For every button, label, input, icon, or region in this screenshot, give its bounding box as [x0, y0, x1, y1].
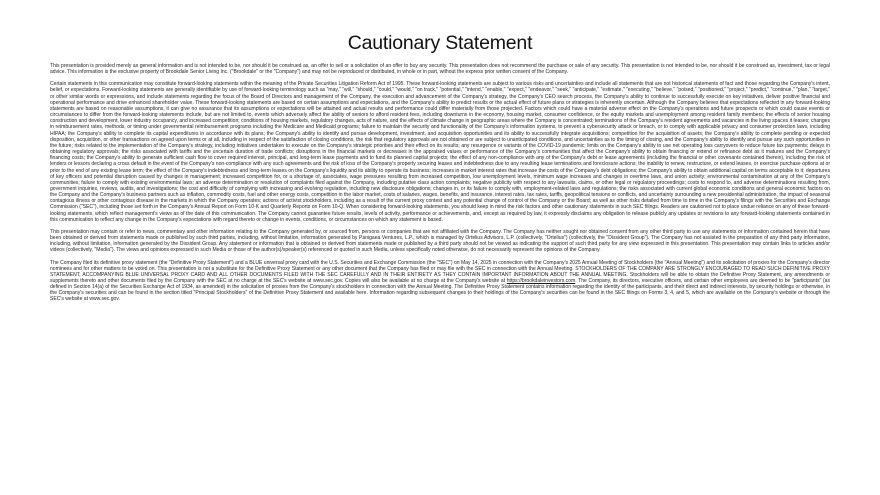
investor-website-link[interactable]: https://brookdaleinvestors.com: [506, 278, 576, 284]
paragraph-third-party: This presentation may contain or refer to news, commentary and other information relating to the Company generated by, or sourced from, persons or companies that are not affiliated with the Company. The Company has neither sought nor obtained consent from any other third party to use any statements or information contained herein that have been obtained or derived from statements made or published by such third parties, including, without limitation, information generated by Panigaea Ventures, L.P., which is managed by Ortelius Advisors, L.P. (collectively, "Ortelius") (collectively, the "Dissident Group"). The Company has not assisted in the preparation of any third party information, including, without limitation, information generated by the Dissident Group. Any statement or information that is obtained or derived from statements made or published by a third party should not be viewed as indicating the support of such third party for any view expressed in this presentation. This presentation may contain links to articles and/or videos (collectively, "Media"). The views and opinions expressed in such Media or those of the author(s)/speaker(s) referenced or quoted in such Media, unless specifically noted otherwise, do not necessarily represent the opinions of the Company.: [50, 228, 830, 254]
paragraph-proxy-statement: [50, 260, 830, 303]
proxy-text-before-link: The Company filed its definitive proxy statement (the "Definitive Proxy Statement") and a BLUE universal proxy card with the U.S. Securities and Exchange Commission (the "SEC") on May 14, 2025 in connection with the Company's 2025 Annual Meeting of Stockholders (the "Annual Meeting") and its solicitation of proxies for the Company's director nominees and for other matters to be voted on. This presentation is not a substitute for the Definitive Proxy Statement or any other document that the Company has filed or may file with the SEC in connection with the Annual Meeting. STOCKHOLDERS OF THE COMPANY ARE STRONGLY ENCOURAGED TO READ SUCH DEFINITIVE PROXY STATEMENT, ACCOMPANYING BLUE UNIVERSAL PROXY CARD AND ALL OTHER DOCUMENTS FILED WITH THE SEC CAREFULLY AND IN THEIR ENTIRETY AS THEY CONTAIN IMPORTANT INFORMATION ABOUT THE ANNUAL MEETING. Stockholders will be able to obtain the Definitive Proxy Statement, any amendments or supplements thereto and other documents filed by the Company with the SEC at no charge at the SEC's website at www.sec.gov. Copies will also be available at no charge at the Company's website at: [50, 259, 830, 284]
proxy-text-after-link: . The Company, its directors, executive officers, and certain other employees are deemed to be "participants" (as defined in Section 14(a) of the Securities Exchange Act of 1934, as amended) in the solicitation of proxies from the Company's stockholders in connection with the Annual Meeting. The Definitive Proxy Statement contains information regarding the identity of the participants, and their direct and indirect interests, by security holdings or otherwise, in the Company's securities and can be found in the section titled "Principal Stockholders" of the Definitive Proxy Statement and available here. Information regarding subsequent changes to their holdings of the Company's securities can be found in the SEC filings on Forms 3, 4, and 5, which are available on the Company's website or through the SEC's website at www.sec.gov.: [50, 278, 830, 303]
page-title: Cautionary Statement: [347, 32, 533, 54]
paragraph-forward-looking: Certain statements in this communication may constitute forward-looking statements within the meaning of the Private Securities Litigation Reform Act of 1995. These forward-looking statements are subject to various risks and uncertainties and include all statements that are not historical statements of fact and those regarding the Company's intent, belief, or expectations. Forward-looking statements are generally identifiable by use of forward-looking terminology such as "may," "will," "should," "could," "would," "on track," "potential," "intend," "enable," "expect," "endeavor," "seek," "anticipate," "estimate," "executing," "believe," "poised," "positioned," "project," "predict," "continue," "plan," "target," or other similar words or expressions, and include statements regarding the focus of the Board of Directors and management of the Company, the execution and advancement of the Company's strategy, the Company's CEO search process, the Company's ability to continue to successfully execute on key initiatives, deliver positive financial and operational performance and drive enhanced shareholder value. These forward-looking statements are based on certain assumptions and expectations, and the Company's ability to predict results or the actual effect of future plans or strategies is inherently uncertain. Although the Company believes that expectations reflected in any forward-looking statements are based on reasonable assumptions, it can give no assurance that its assumptions or expectations will be attained and actual results and performance could differ materially from those projected. Factors which could have a material adverse effect on the Company's operations and future prospects or which could cause events or circumstances to differ from the forward-looking statements include, but are not limited to, events which adversely affect the ability of seniors to afford resident fees, including downturns in the economy, housing market, consumer confidence, or the equity markets and unemployment among resident family members; the effects of senior housing construction and development, lower industry occupancy, and increased competition; conditions of housing markets, regulatory changes, acts of nature, and the effects of climate change in geographic areas where the Company is concentrated; terminations of the Company's resident agreements and vacancies in the living spaces it leases; changes in reimbursement rates, methods, or timing under governmental reimbursement programs including the Medicare and Medicaid programs; failure to maintain the security and functionality of the Company's information systems, to prevent a cybersecurity attack or breach, or to comply with applicable privacy and consumer protection laws, including HIPAA; the Company's ability to complete its capital expenditures in accordance with its plans; the Company's ability to identify and pursue development, investment, and acquisition opportunities and its ability to successfully integrate acquisitions; competition for the acquisition of assets; the Company's ability to complete pending or expected disposition, acquisition, or other transactions on agreed upon terms or at all, including in respect of the satisfaction of closing conditions, the risk that regulatory approvals are not obtained or are subject to unanticipated conditions, and uncertainties as to the timing of closing, and the Company's ability to identify and pursue any such opportunities in the future; risks related to the implementation of the Company's strategy, including initiatives undertaken to execute on the Company's strategic priorities and their effect on its results; any resurgence or variants of the COVID-19 pandemic; limits on the Company's ability to use net operating loss carryovers to reduce future tax payments; delays in obtaining regulatory approvals; the risks associated with tariffs and the uncertain duration of trade conflicts; disruptions in the financial markets or decreases in the appraised values or performance of the Company's communities that affect the Company's ability to obtain financing or extend or refinance debt as it matures and the Company's financing costs; the Company's ability to generate sufficient cash flow to cover required interest, principal, and long-term lease payments and to fund its planned capital projects; the effect of any non-compliance with any of the Company's debt or lease agreements (including the financial or other covenants contained therein), including the risk of lenders or lessors declaring a cross default in the event of the Company's non-compliance with any such agreements and the risk of loss of the Company's property securing leases and indebtedness due to any resulting lease terminations and foreclosure actions; the inability to renew, restructure, or extend leases, or exercise purchase options at or prior to the end of any existing lease term; the effect of the Company's indebtedness and long-term leases on the Company's liquidity and its ability to operate its business; increases in market interest rates that increase the costs of the Company's debt obligations; the Company's ability to obtain additional capital on terms acceptable to it; departures of key officers and potential disruption caused by changes in management; increased competition for, or a shortage of, associates, wage pressures resulting from increased competition, low unemployment levels, minimum wage increases and changes in overtime laws, and union activity; environmental contamination at any of the Company's communities; failure to comply with existing environmental laws; an adverse determination or resolution of complaints filed against the Company, including putative class action complaints; negative publicity with respect to any lawsuits, claims, or other legal or regulatory proceedings; costs to respond to, and adverse determinations resulting from, government inquiries, reviews, audits, and investigations; the cost and difficulty of complying with increasing and evolving regulation, including new disclosure obligations; changes in, or its failure to comply with, employment-related laws and regulations; the risks associated with current global economic conditions and general economic factors on the Company and the Company's business partners such as inflation, commodity costs, fuel and other energy costs, competition in the labor market, costs of salaries, wages, benefits, and insurance, interest rates, tax rates, tariffs, geopolitical tensions or conflicts, and uncertainty surrounding a new presidential administration, the impact of seasonal contagious illness or other contagious disease in the markets in which the Company operates; actions of activist stockholders, including as a result of the current proxy contest and any potential change of control of the Company or the Board; as well as other risks detailed from time to time in the Company's filings with the Securities and Exchange Commission ("SEC"), including those set forth in the Company's Annual Report on Form 10-K and Quarterly Reports on Form 10-Q. When considering forward-looking statements, you should keep in mind the risk factors and other cautionary statements in such SEC filings. Readers are cautioned not to place undue reliance on any of these forward-looking statements, which reflect management's views as of the date of this communication. The Company cannot guarantee future results, levels of activity, performance or achievements, and, except as required by law, it expressly disclaims any obligation to release publicly any updates or revisions to any forward-looking statements contained in this communication to reflect any change in the Company's expectations with regard thereto or change in events, conditions, or circumstances on which any statement is based.: [50, 81, 830, 223]
document-body: [50, 63, 830, 309]
paragraph-disclaimer: This presentation is provided merely as general information and is not intended to be, nor should it be construed as, an offer to sell or a solicitation of an offer to buy any security. This presentation does not recommend the purchase or sale of any security. This presentation is not intended to be, nor should it be construed as, investment, tax or legal advice. This information is the exclusive property of Brookdale Senior Living Inc. ("Brookdale" or the "Company") and may not be reproduced or distributed, in whole or in part, without the express prior written consent of the Company.: [50, 63, 830, 76]
